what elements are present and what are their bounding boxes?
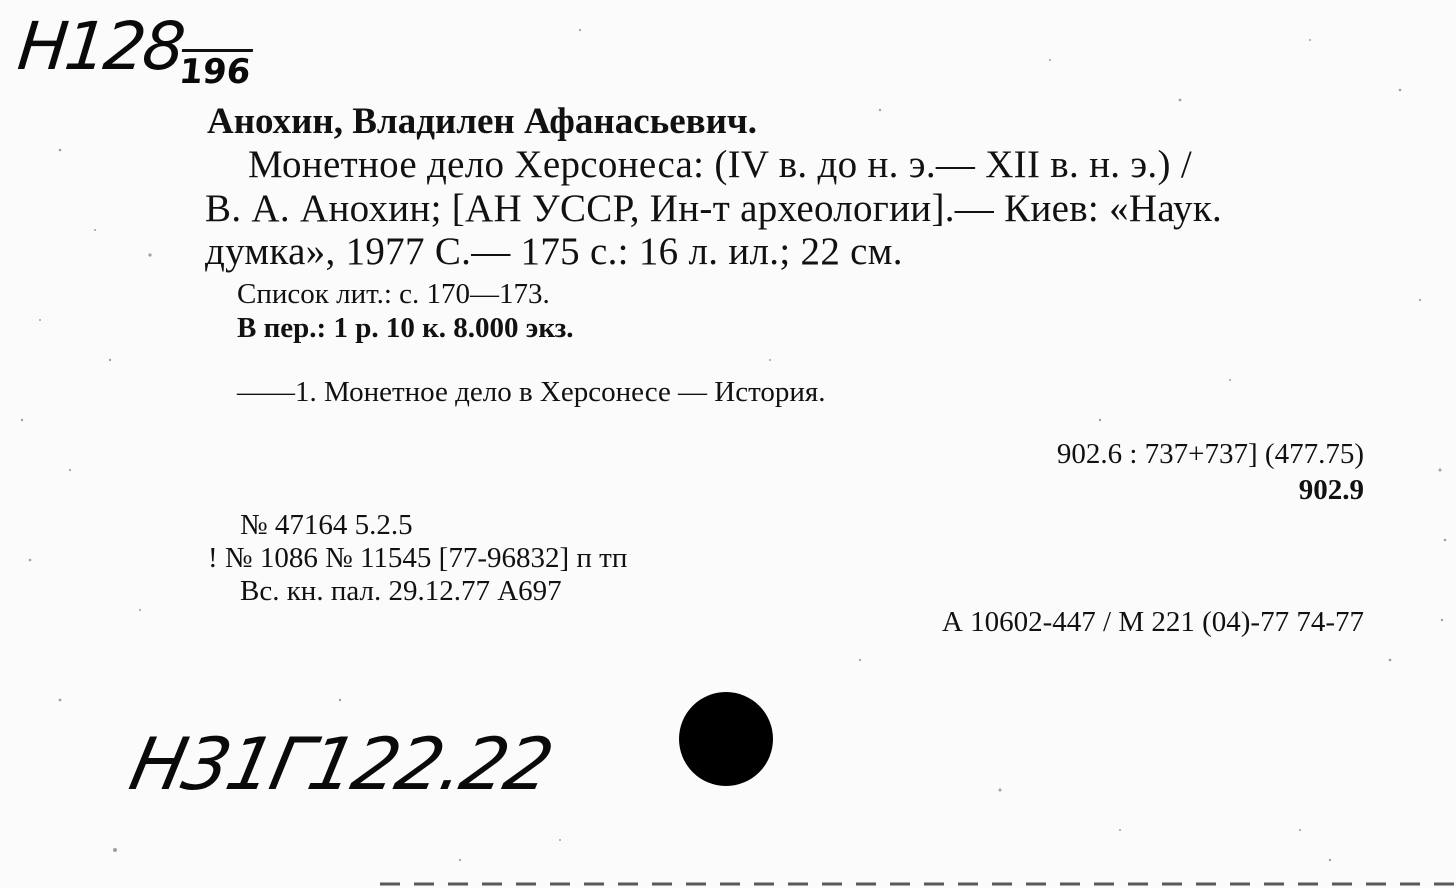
bibliography-note: Список лит.: с. 170—173. <box>237 278 550 310</box>
bbk-index: 902.9 <box>1298 474 1364 506</box>
title-line-1: Монетное дело Херсонеса: (IV в. до н. э.— XII в. н. э.) / <box>248 143 1192 186</box>
registry-line-2: ! № 1086 № 11545 [77-96832] п тп <box>208 542 628 574</box>
author-heading: Анохин, Владилен Афанасьевич. <box>207 101 758 142</box>
subject-heading: ——1. Монетное дело в Херсонесе — История. <box>237 376 826 408</box>
publisher-code-line: А 10602-447 / М 221 (04)-77 74-77 <box>941 606 1364 638</box>
title-line-3: думка», 1977 С.— 175 с.: 16 л. ил.; 22 см. <box>205 230 903 273</box>
udc-index: 902.6 : 737+737] (477.75) <box>1056 438 1364 470</box>
handwritten-top-code <box>14 8 257 92</box>
registry-line-1: № 47164 5.2.5 <box>240 509 413 541</box>
title-line-2: В. А. Анохин; [АН УССР, Ин-т археологии].— Киев: «Наук. <box>205 187 1223 230</box>
handwritten-bottom-code: Н31Г122.22 <box>123 722 559 806</box>
handwritten-top-code-sub: 196 <box>177 49 253 92</box>
handwritten-top-code-main: Н128 <box>14 8 187 85</box>
price-print-run: В пер.: 1 р. 10 к. 8.000 экз. <box>237 312 574 344</box>
punch-hole <box>679 692 773 786</box>
registry-line-3: Вс. кн. пал. 29.12.77 А697 <box>240 575 562 607</box>
